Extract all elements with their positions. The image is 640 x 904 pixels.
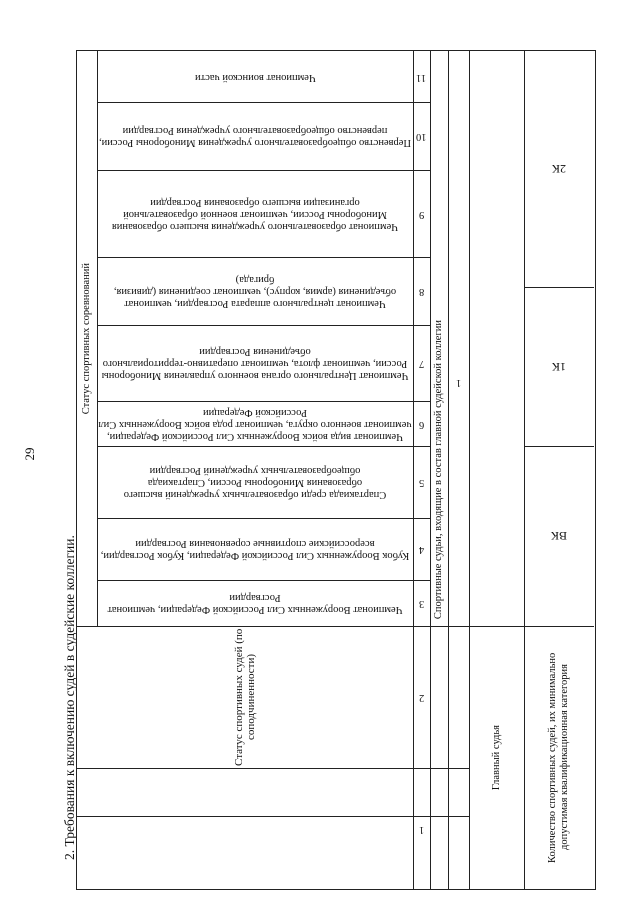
competition-cell [97, 401, 413, 446]
number-text: 7 [418, 358, 425, 369]
category-value: 1К [551, 359, 566, 374]
competition-cell [97, 446, 413, 518]
col1-header-cell [77, 626, 413, 768]
number-text: 9 [418, 208, 425, 220]
number-text: 3 [418, 598, 425, 609]
number-cell [413, 170, 430, 257]
count-label: Количество спортивных судей, их минимально допустимая квалификационная категория [547, 652, 570, 863]
competition-text: Чемпионат вида войск Вооруженных Сил Российской Федерации, чемпионат военного округа, чемпионат рода войск Вооруженных Сил Российской Федерации [98, 406, 412, 442]
number-text: 2 [418, 692, 425, 703]
category-cell [524, 287, 594, 446]
number-cell [413, 446, 430, 518]
number-cell [413, 518, 430, 580]
number-text: 10 [416, 131, 427, 142]
section-number-cell [448, 51, 469, 889]
status-header: Статус спортивных соревнований [81, 262, 92, 415]
empty-cell [77, 768, 413, 816]
number-text: 4 [418, 544, 425, 555]
category-value: ВК [550, 529, 567, 543]
competition-text: Чемпионат Вооруженных Сил Российской Федерации, чемпионат Росгвардии [107, 592, 403, 615]
judge-label-cell [470, 626, 524, 889]
heading-text: 2. Требования к включению судей в судейские коллегии. [62, 535, 77, 860]
number-cell [413, 580, 430, 626]
section-title: Спортивные судьи, входящие в состав главной судейской коллегии [433, 320, 444, 620]
judges-section [470, 50, 596, 890]
competition-cell [97, 51, 413, 102]
competition-text: Чемпионат центрального аппарата Росгвардии, чемпионат объединения (армия, корпус), чемпионат соединения (дивизия, бригада) [113, 274, 397, 309]
competition-cell [97, 580, 413, 626]
competition-text: Спартакиада среди образовательных учреждений высшего образования Минобороны России, Спартакиада общеобразовательных учреждений Росгвардии [123, 465, 387, 500]
competition-cell [97, 170, 413, 257]
number-cell [413, 51, 430, 102]
category-value: 2К [551, 162, 566, 176]
judge-label: Главный судья [491, 724, 502, 791]
competition-text: Чемпионат образовательного учреждения высшего образования Минобороны России, чемпионат военной образовательной организации высшего образования Росгвардии [111, 196, 399, 232]
number-text: 5 [418, 477, 425, 488]
number-cell [413, 257, 430, 325]
col1-header: Статус спортивных судей (по соподчиненности) [233, 628, 257, 766]
number-cell [413, 102, 430, 170]
competition-text: Чемпионат воинской части [194, 71, 316, 83]
competition-cell [97, 102, 413, 170]
status-header-cell [77, 51, 97, 626]
requirements-table [76, 50, 470, 890]
number-text: 11 [416, 71, 427, 83]
section-number: 1 [455, 377, 462, 388]
number-cell [413, 325, 430, 401]
competition-cell [97, 257, 413, 325]
number-cell [413, 401, 430, 446]
competition-cell [97, 325, 413, 401]
empty-cell [77, 816, 413, 889]
number-text: 8 [418, 286, 425, 297]
number-cell [413, 768, 430, 889]
number-text: 1 [418, 823, 425, 835]
category-cell [524, 51, 594, 287]
competition-text: Кубок Вооруженных Сил Российской Федерации, Кубок Росгвардии, всероссийские спортивные соревнования Росгвардии [100, 538, 410, 561]
competition-text: Первенство общеобразовательного учреждения Минобороны России, первенство общеобразовательного учреждения Росгвардии [99, 125, 412, 148]
count-label-cell [524, 626, 594, 889]
competition-text: Чемпионат Центрального органа военного управления Минобороны России, чемпионат флота, чемпионат оперативно-территориального объединения Росгвардии [101, 346, 409, 381]
category-cell [524, 446, 594, 626]
number-text: 6 [418, 418, 425, 430]
section-title-cell [430, 51, 448, 889]
page-number: 29 [22, 447, 37, 461]
competition-cell [97, 518, 413, 580]
number-cell [413, 626, 430, 768]
